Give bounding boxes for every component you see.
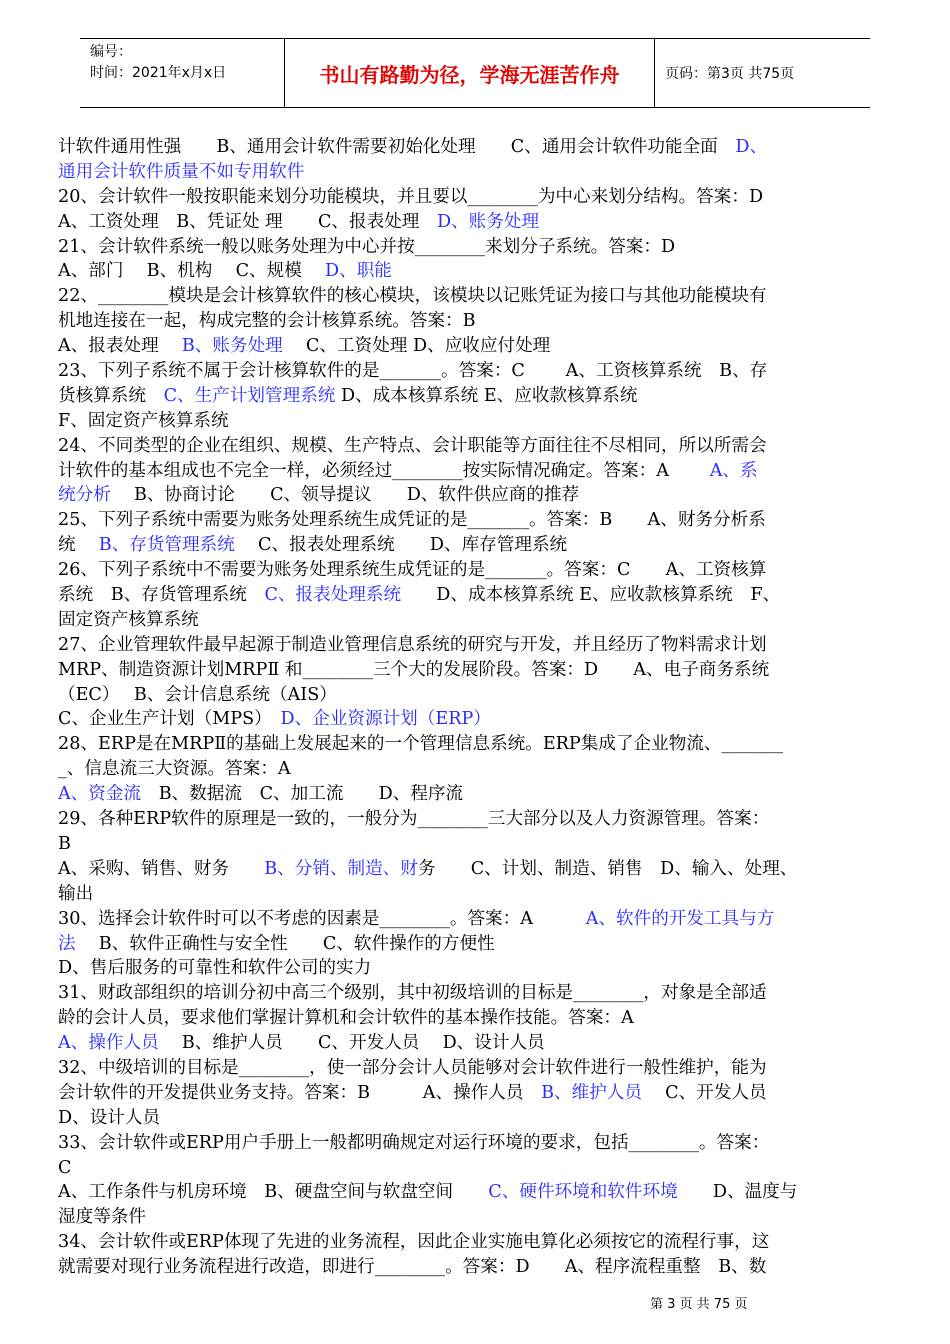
- line-text: 固定资产核算系统: [58, 609, 199, 630]
- text-line: [58, 1056, 894, 1081]
- answer-text: B、维护人员: [541, 1082, 642, 1103]
- text-line: [58, 210, 894, 235]
- text-line: [58, 434, 894, 459]
- line-text: D、成本核算系统 E、应收款核算系统 F、: [401, 585, 781, 606]
- text-line: [58, 309, 894, 334]
- text-line: [58, 185, 894, 210]
- text-line: [58, 981, 894, 1006]
- text-line: [58, 757, 894, 782]
- doc-number-label: 编号：: [90, 44, 132, 60]
- document-body: [58, 135, 894, 1280]
- header-page-info: 页码：第3页 共75页: [665, 66, 795, 82]
- line-text: C、工资处理 D、应收应付处理: [282, 336, 551, 357]
- line-text: 计软件的基本组成也不完全一样，必须经过________按实际情况确定。答案：A: [58, 460, 710, 481]
- text-line: [58, 1031, 894, 1056]
- answer-text: 通用会计软件质量不如专用软件: [58, 161, 305, 182]
- text-line: [58, 956, 894, 981]
- line-text: A、工资处理 B、凭证处 理 C、报表处理: [58, 211, 437, 232]
- text-line: [58, 558, 894, 583]
- line-text: 机地连接在一起，构成完整的会计核算系统。答案：B: [58, 311, 476, 332]
- line-text: 湿度等条件: [58, 1207, 146, 1228]
- text-line: [58, 882, 894, 907]
- page-header: [80, 38, 870, 108]
- line-text: 22、________模块是会计核算软件的核心模块，该模块以记账凭证为接口与其他功能模块有: [58, 286, 767, 307]
- text-line: [58, 284, 894, 309]
- line-text: _、信息流三大资源。答案：A: [58, 759, 291, 780]
- text-line: [58, 384, 894, 409]
- line-text: （EC） B、会计信息系统（AIS）: [58, 684, 337, 705]
- text-line: [58, 160, 894, 185]
- answer-text: A、操作人员: [58, 1033, 159, 1054]
- text-line: [58, 508, 894, 533]
- answer-text: D、账务处理: [436, 211, 540, 232]
- line-text: 货核算系统: [58, 385, 164, 406]
- line-text: F、固定资产核算系统: [58, 410, 229, 431]
- answer-text: C、硬件环境和软件环境: [488, 1182, 678, 1203]
- text-line: [58, 633, 894, 658]
- answer-text: 统分析: [58, 485, 111, 506]
- line-text: B、软件正确性与安全性 C、软件操作的方便性: [75, 933, 495, 954]
- line-text: 20、会计软件一般按职能来划分功能模块，并且要以________为中心来划分结构。答案：D: [58, 186, 764, 207]
- line-text: B、数据流 C、加工流 D、程序流: [141, 784, 464, 805]
- answer-text: C、报表处理系统: [264, 585, 402, 606]
- answer-text: D、: [735, 137, 768, 157]
- line-text: D、温度与: [677, 1182, 798, 1203]
- line-text: A、报表处理: [58, 336, 182, 357]
- answer-text: A、系: [709, 460, 758, 481]
- line-text: D、成本核算系统 E、应收款核算系统: [335, 385, 638, 406]
- line-text: 30、选择会计软件时可以不考虑的因素是________。答案：A: [58, 908, 586, 929]
- text-line: [58, 359, 894, 384]
- line-text: 计软件通用性强 B、通用会计软件需要初始化处理 C、通用会计软件功能全面: [58, 137, 736, 157]
- answer-text: 法: [58, 933, 76, 954]
- line-text: 务 C、计划、制造、销售 D、输入、处理、: [417, 858, 798, 879]
- line-text: 会计软件的开发提供业务支持。答案：B A、操作人员: [58, 1082, 542, 1103]
- line-text: MRP、制造资源计划MRPⅡ 和________三个大的发展阶段。答案：D A、电子商务系统: [58, 659, 770, 680]
- answer-text: A、软件的开发工具与方: [585, 908, 775, 929]
- line-text: B、维护人员 C、开发人员 D、设计人员: [158, 1033, 545, 1054]
- line-text: 就需要对现行业务流程进行改造，即进行________。答案：D A、程序流程重整 B、数: [58, 1257, 767, 1278]
- line-text: 28、ERP是在MRPⅡ的基础上发展起来的一个管理信息系统。ERP集成了企业物流、_______: [58, 734, 784, 755]
- text-line: [58, 483, 894, 508]
- line-text: A、部门 B、机构 C、规模: [58, 261, 326, 282]
- line-text: 23、下列子系统不属于会计核算软件的是_______。答案：C A、工资核算系统 B、存: [58, 361, 768, 382]
- text-line: [58, 1106, 894, 1131]
- text-line: [58, 1255, 894, 1280]
- text-line: [58, 832, 894, 857]
- answer-text: B、存货管理系统: [98, 535, 235, 556]
- line-text: 输出: [58, 883, 94, 904]
- text-line: [58, 1205, 894, 1230]
- text-line: [58, 409, 894, 434]
- line-text: B、协商讨论 C、领导提议 D、软件供应商的推荐: [110, 485, 580, 506]
- line-text: 21、会计软件系统一般以账务处理为中心并按________来划分子系统。答案：D: [58, 236, 676, 257]
- text-line: [58, 533, 894, 558]
- text-line: [58, 658, 894, 683]
- line-text: 24、不同类型的企业在组织、规模、生产特点、会计职能等方面往往不尽相同，所以所需会: [58, 435, 767, 456]
- text-line: [58, 857, 894, 882]
- line-text: 29、各种ERP软件的原理是一致的，一般分为________三大部分以及人力资源管理。答案：: [58, 809, 770, 830]
- text-line: [58, 459, 894, 484]
- text-line: [58, 608, 894, 633]
- text-line: [58, 334, 894, 359]
- text-line: [58, 1180, 894, 1205]
- line-text: C、企业生产计划（MPS）: [58, 709, 281, 730]
- page-footer: 第 3 页 共 75 页: [650, 1297, 748, 1312]
- line-text: C、报表处理系统 D、库存管理系统: [234, 535, 568, 556]
- answer-text: D、职能: [325, 261, 392, 282]
- line-text: 龄的会计人员，要求他们掌握计算机和会计软件的基本操作技能。答案：A: [58, 1008, 634, 1029]
- doc-date: 时间：2021年x月x日: [90, 65, 227, 81]
- text-line: [58, 782, 894, 807]
- text-line: [58, 807, 894, 832]
- header-meta: [80, 39, 285, 107]
- line-text: 26、下列子系统中不需要为账务处理系统生成凭证的是_______。答案：C A、工资核算: [58, 560, 767, 581]
- line-text: 34、会计软件或ERP体现了先进的业务流程，因此企业实施电算化必须按它的流程行事，这: [58, 1232, 770, 1253]
- line-text: D、设计人员: [58, 1107, 161, 1128]
- text-line: [58, 1230, 894, 1255]
- header-motto: 书山有路勤为径，学海无涯苦作舟: [285, 39, 655, 107]
- line-text: 统: [58, 535, 99, 556]
- line-text: 25、下列子系统中需要为账务处理系统生成凭证的是_______。答案：B A、财务分析系: [58, 510, 766, 531]
- text-line: [58, 683, 894, 708]
- text-line: [58, 707, 894, 732]
- answer-text: B、账务处理: [181, 336, 283, 357]
- text-line: [58, 932, 894, 957]
- text-line: [58, 732, 894, 757]
- answer-text: B、分销、制造、财: [264, 858, 418, 879]
- text-line: [58, 907, 894, 932]
- line-text: 32、中级培训的目标是________，使一部分会计人员能够对会计软件进行一般性维护，能为: [58, 1057, 767, 1078]
- text-line: [58, 235, 894, 260]
- line-text: C、开发人员: [641, 1082, 767, 1103]
- line-text: 31、财政部组织的培训分初中高三个级别，其中初级培训的目标是________，对象是全部适: [58, 983, 767, 1004]
- text-line: [58, 1081, 894, 1106]
- line-text: D、售后服务的可靠性和软件公司的实力: [58, 958, 372, 979]
- line-text: A、采购、销售、财务: [58, 858, 265, 879]
- text-line: [58, 135, 894, 160]
- line-text: 系统 B、存货管理系统: [58, 585, 265, 606]
- line-text: B: [58, 833, 71, 854]
- answer-text: C、生产计划管理系统: [163, 385, 336, 406]
- line-text: 33、会计软件或ERP用户手册上一般都明确规定对运行环境的要求，包括________。答案：: [58, 1132, 770, 1153]
- line-text: 27、企业管理软件最早起源于制造业管理信息系统的研究与开发，并且经历了物料需求计划: [58, 634, 767, 655]
- text-line: [58, 583, 894, 608]
- text-line: [58, 1131, 894, 1156]
- answer-text: A、资金流: [58, 784, 142, 805]
- text-line: [58, 1156, 894, 1181]
- line-text: C: [58, 1157, 72, 1178]
- text-line: [58, 259, 894, 284]
- line-text: A、工作条件与机房环境 B、硬盘空间与软盘空间: [58, 1182, 489, 1203]
- text-line: [58, 1006, 894, 1031]
- answer-text: D、企业资源计划（ERP）: [280, 709, 491, 730]
